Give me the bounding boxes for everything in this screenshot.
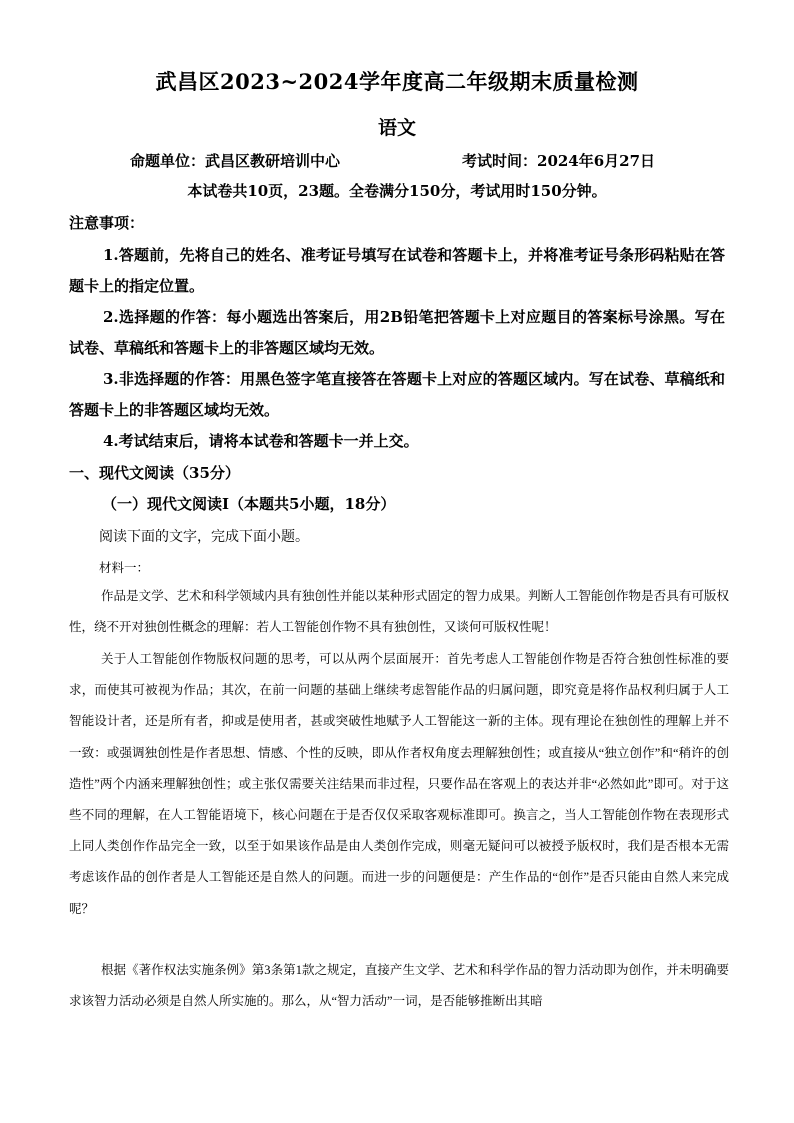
subsection-title: （一）现代文阅读Ⅰ（本题共5小题，18分） <box>102 495 396 513</box>
material-label: 材料一： <box>99 561 150 575</box>
note-item-4: 4.考试结束后，请将本试卷和答题卡一并上交。 <box>103 432 419 450</box>
material-paragraph-1: 作品是文学、艺术和科学领域内具有独创性并能以某种形式固定的智力成果。判断人工智能创作物是否具有可版权性，绕不开对独创性概念的理解：若人工智能创作物不具有独创性，又谈何可版权性呢！ <box>69 589 729 635</box>
note-item-1: 1.答题前，先将自己的姓名、准考证号填写在试卷和答题卡上，并将准考证号条形码粘贴在答题卡上的指定位置。 <box>69 246 725 295</box>
issuer-text: 命题单位：武昌区教研培训中心 <box>130 152 341 170</box>
exam-subject: 语文 <box>377 117 416 139</box>
material-paragraph-3: 根据《著作权法实施条例》第3条第1款之规定，直接产生文学、艺术和科学作品的智力活动即为创作，并未明确要求该智力活动必须是自然人所实施的。那么，从“智力活动”一词，是否能够推断出其暗 <box>69 963 729 1009</box>
note-item-2: 2.选择题的作答：每小题选出答案后，用2B铅笔把答题卡上对应题目的答案标号涂黑。写在试卷、草稿纸和答题卡上的非答题区域均无效。 <box>69 308 725 357</box>
exam-summary: 本试卷共10页，23题。全卷满分150分，考试用时150分钟。 <box>187 182 607 200</box>
note-item-3: 3.非选择题的作答：用黑色签字笔直接答在答题卡上对应的答题区域内。写在试卷、草稿纸和答题卡上的非答题区域均无效。 <box>69 370 725 419</box>
section-title: 一、现代文阅读（35分） <box>69 464 240 482</box>
exam-title: 武昌区2023~2024学年度高二年级期末质量检测 <box>155 69 639 94</box>
notes-title: 注意事项： <box>69 214 145 232</box>
material-paragraph-2: 关于人工智能创作物版权问题的思考，可以从两个层面展开：首先考虑人工智能创作物是否符合独创性标准的要求，而使其可被视为作品；其次，在前一问题的基础上继续考虑智能作品的归属问题，即究竟是将作品权利归属于人工智能设计者，还是所有者，抑或是使用者，甚或突破性地赋予人工智能这一新的主体。现有理论在独创性的理解上并不一致：或强调独创性是作者思想、情感、个性的反映，即从作者权角度去理解独创性；或直接从“独立创作”和“稍许的创造性”两个内涵来理解独创性；或主张仅需要关注结果而非过程，只要作品在客观上的表达并非“必然如此”即可。对于这些不同的理解，在人工智能语境下，核心问题在于是否仅仅采取客观标准即可。换言之，当人工智能创作物在表现形式上同人类创作作品完全一致，以至于如果该作品是由人类创作完成，则毫无疑问可以被授予版权时，我们是否根本无需考虑该作品的创作者是人工智能还是自然人的问题。而进一步的问题便是：产生作品的“创作”是否只能由自然人来完成呢？ <box>69 652 729 916</box>
exam-time-text: 考试时间：2024年6月27日 <box>462 152 656 170</box>
reading-instruction: 阅读下面的文字，完成下面小题。 <box>99 529 309 545</box>
